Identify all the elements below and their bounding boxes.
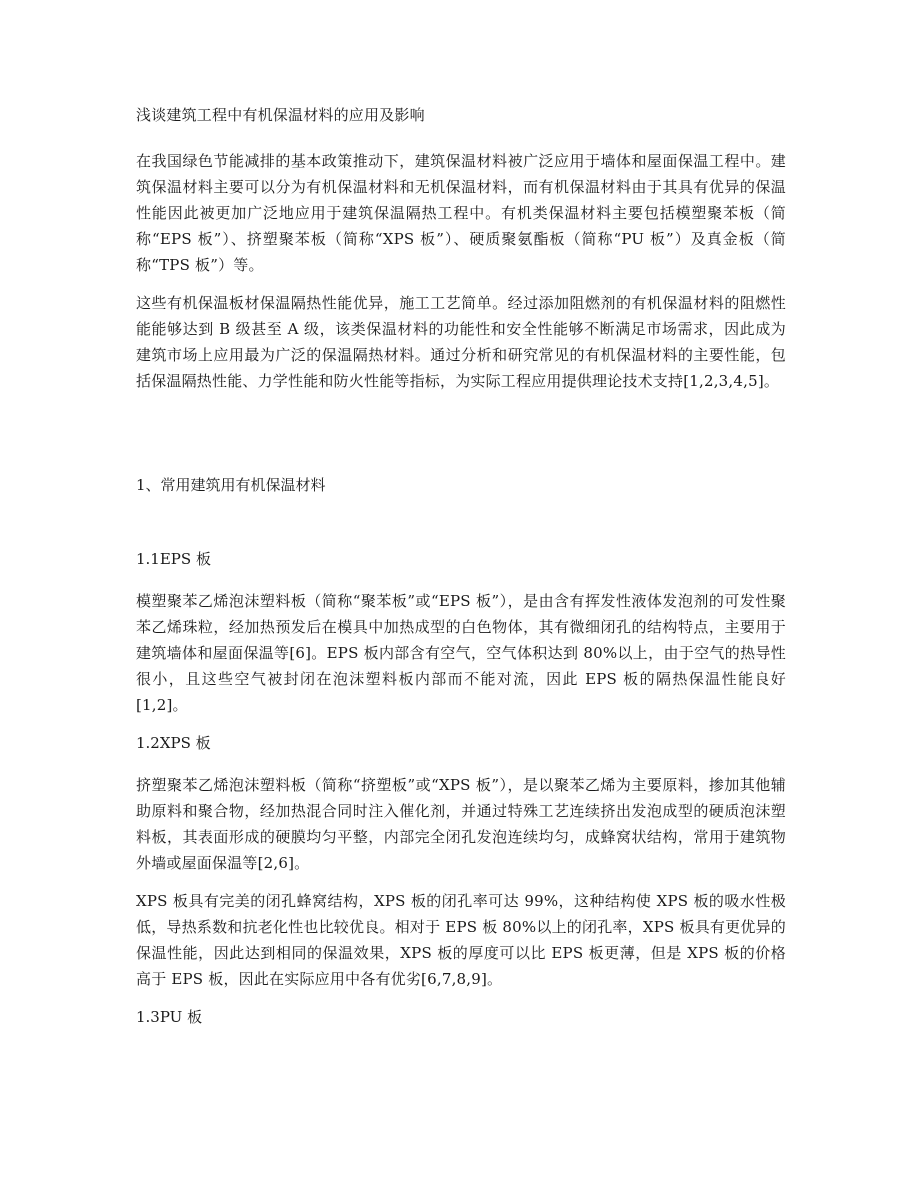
document-title: 浅谈建筑工程中有机保温材料的应用及影响 [136, 106, 425, 124]
section-1-2-heading: 1.2XPS 板 [136, 734, 211, 752]
section-1-1-heading: 1.1EPS 板 [136, 550, 211, 568]
intro-paragraph-2: 这些有机保温板材保温隔热性能优异，施工工艺简单。经过添加阻燃剂的有机保温材料的阻燃性能能够达到 B 级甚至 A 级，该类保温材料的功能性和安全性能够不断满足市场需求，因此成为建筑市场上应用最为广泛的保温隔热材料。通过分析和研究常见的有机保温材料的主要性能，包括保温隔热性能、力学性能和防火性能等指标，为实际工程应用提供理论技术支持[1,2,3,4,5]。 [136, 294, 786, 390]
section-1-3-heading: 1.3PU 板 [136, 1008, 203, 1026]
section-spacer [136, 406, 786, 472]
intro-paragraph-1: 在我国绿色节能减排的基本政策推动下，建筑保温材料被广泛应用于墙体和屋面保温工程中。建筑保温材料主要可以分为有机保温材料和无机保温材料，而有机保温材料由于其具有优异的保温性能因此被更加广泛地应用于建筑保温隔热工程中。有机类保温材料主要包括模塑聚苯板（简称“EPS 板”）、挤塑聚苯板（简称“XPS 板”）、硬质聚氨酯板（简称“PU 板”）及真金板（简称“TPS 板”）等。 [136, 152, 786, 274]
xps-paragraph-1: 挤塑聚苯乙烯泡沫塑料板（简称“挤塑板”或“XPS 板”），是以聚苯乙烯为主要原料，掺加其他辅助原料和聚合物，经加热混合同时注入催化剂，并通过特殊工艺连续挤出发泡成型的硬质泡沫塑料板，其表面形成的硬膜均匀平整，内部完全闭孔发泡连续均匀，成蜂窝状结构，常用于建筑物外墙或屋面保温等[2,6]。 [136, 776, 786, 872]
section-1-heading: 1、常用建筑用有机保温材料 [136, 476, 326, 494]
eps-paragraph: 模塑聚苯乙烯泡沫塑料板（简称“聚苯板”或“EPS 板”），是由含有挥发性液体发泡剂的可发性聚苯乙烯珠粒，经加热预发后在模具中加热成型的白色物体，其有微细闭孔的结构特点，主要用于建筑墙体和屋面保温等[6]。EPS 板内部含有空气，空气体积达到 80%以上，由于空气的热导性很小，且这些空气被封闭在泡沫塑料板内部而不能对流，因此 EPS 板的隔热保温性能良好[1,2]。 [136, 592, 786, 714]
xps-paragraph-2: XPS 板具有完美的闭孔蜂窝结构，XPS 板的闭孔率可达 99%，这种结构使 XPS 板的吸水性极低，导热系数和抗老化性也比较优良。相对于 EPS 板 80%以上的闭孔率，XPS 板具有更优异的保温性能，因此达到相同的保温效果，XPS 板的厚度可以比 EPS 板更薄，但是 XPS 板的价格高于 EPS 板，因此在实际应用中各有优劣[6,7,8,9]。 [136, 892, 786, 988]
document-body [136, 102, 786, 1046]
